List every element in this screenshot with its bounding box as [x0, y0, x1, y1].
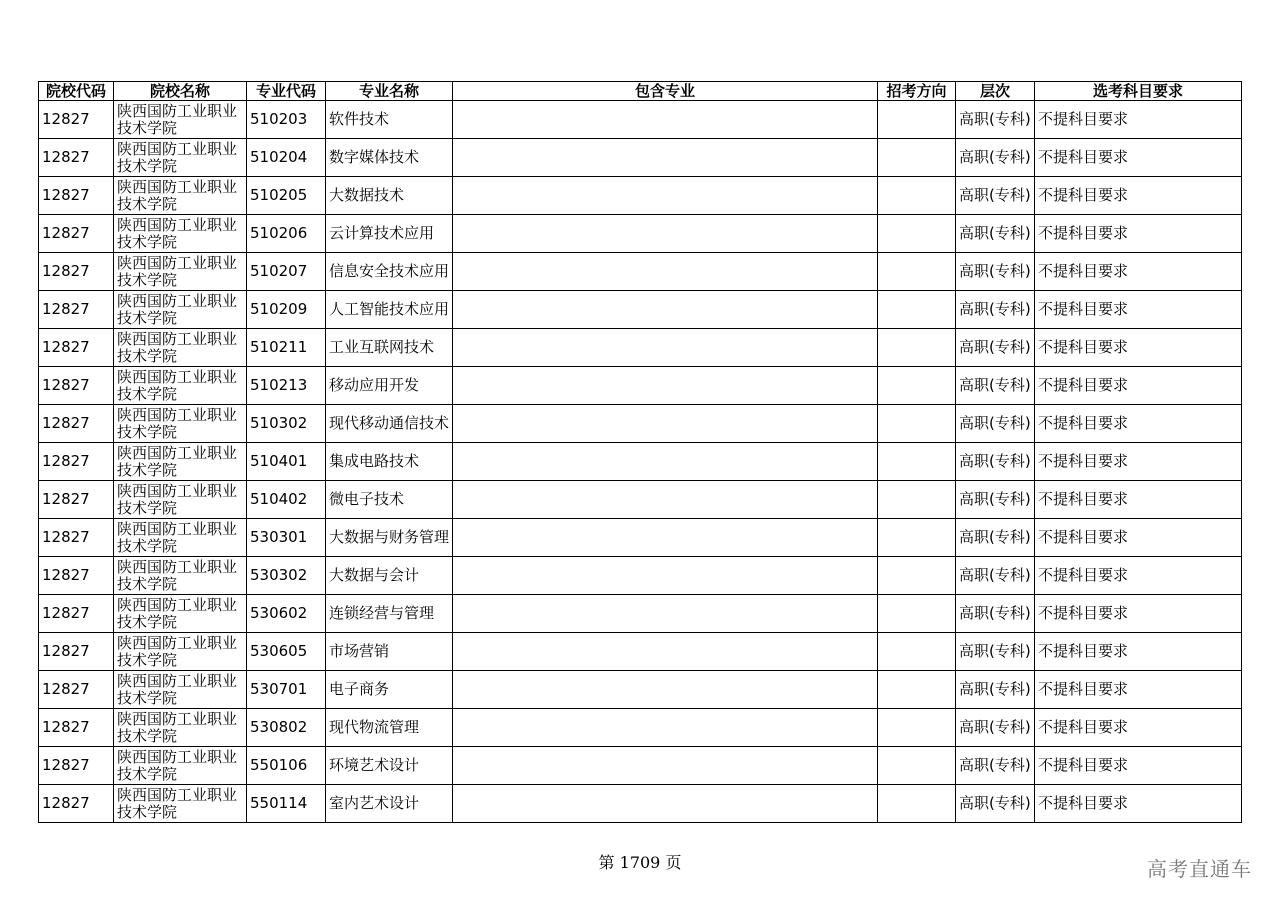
cell-included-majors	[453, 709, 878, 747]
cell-major-name: 连锁经营与管理	[326, 595, 453, 633]
cell-school-name: 陕西国防工业职业技术学院	[114, 367, 247, 405]
table-row	[39, 329, 1242, 367]
cell-major-name: 大数据与会计	[326, 557, 453, 595]
cell-level: 高职(专科)	[956, 291, 1035, 329]
cell-subject-requirement: 不提科目要求	[1035, 595, 1242, 633]
cell-level: 高职(专科)	[956, 785, 1035, 823]
cell-school-code: 12827	[39, 139, 114, 177]
table-row	[39, 367, 1242, 405]
cell-direction	[878, 595, 956, 633]
cell-major-name: 大数据与财务管理	[326, 519, 453, 557]
cell-direction	[878, 519, 956, 557]
cell-level: 高职(专科)	[956, 177, 1035, 215]
table-body	[39, 101, 1242, 823]
cell-school-code: 12827	[39, 519, 114, 557]
cell-subject-requirement: 不提科目要求	[1035, 785, 1242, 823]
cell-major-name: 大数据技术	[326, 177, 453, 215]
cell-major-code: 510207	[247, 253, 326, 291]
cell-school-name: 陕西国防工业职业技术学院	[114, 633, 247, 671]
cell-level: 高职(专科)	[956, 481, 1035, 519]
cell-school-name: 陕西国防工业职业技术学院	[114, 519, 247, 557]
cell-school-code: 12827	[39, 329, 114, 367]
cell-school-name: 陕西国防工业职业技术学院	[114, 101, 247, 139]
cell-subject-requirement: 不提科目要求	[1035, 253, 1242, 291]
cell-school-name: 陕西国防工业职业技术学院	[114, 709, 247, 747]
cell-included-majors	[453, 291, 878, 329]
cell-subject-requirement: 不提科目要求	[1035, 709, 1242, 747]
cell-direction	[878, 139, 956, 177]
cell-direction	[878, 367, 956, 405]
cell-major-code: 530302	[247, 557, 326, 595]
header-major-code: 专业代码	[247, 82, 326, 101]
cell-direction	[878, 405, 956, 443]
cell-included-majors	[453, 329, 878, 367]
cell-included-majors	[453, 671, 878, 709]
cell-school-name: 陕西国防工业职业技术学院	[114, 291, 247, 329]
cell-school-code: 12827	[39, 671, 114, 709]
cell-included-majors	[453, 633, 878, 671]
header-major-name: 专业名称	[326, 82, 453, 101]
cell-subject-requirement: 不提科目要求	[1035, 481, 1242, 519]
cell-major-code: 550106	[247, 747, 326, 785]
cell-major-name: 信息安全技术应用	[326, 253, 453, 291]
cell-level: 高职(专科)	[956, 595, 1035, 633]
cell-major-name: 集成电路技术	[326, 443, 453, 481]
cell-level: 高职(专科)	[956, 215, 1035, 253]
cell-major-code: 510206	[247, 215, 326, 253]
header-row	[39, 82, 1242, 101]
cell-included-majors	[453, 367, 878, 405]
cell-major-code: 530602	[247, 595, 326, 633]
cell-subject-requirement: 不提科目要求	[1035, 557, 1242, 595]
cell-major-name: 电子商务	[326, 671, 453, 709]
cell-school-code: 12827	[39, 481, 114, 519]
cell-school-code: 12827	[39, 405, 114, 443]
header-school-name: 院校名称	[114, 82, 247, 101]
cell-level: 高职(专科)	[956, 139, 1035, 177]
watermark: 高考直通车	[1147, 857, 1252, 881]
cell-school-name: 陕西国防工业职业技术学院	[114, 671, 247, 709]
cell-included-majors	[453, 405, 878, 443]
cell-direction	[878, 253, 956, 291]
cell-school-code: 12827	[39, 557, 114, 595]
cell-level: 高职(专科)	[956, 557, 1035, 595]
cell-included-majors	[453, 101, 878, 139]
cell-subject-requirement: 不提科目要求	[1035, 329, 1242, 367]
cell-level: 高职(专科)	[956, 709, 1035, 747]
cell-level: 高职(专科)	[956, 671, 1035, 709]
cell-level: 高职(专科)	[956, 367, 1035, 405]
cell-school-code: 12827	[39, 177, 114, 215]
cell-major-code: 530701	[247, 671, 326, 709]
cell-major-name: 微电子技术	[326, 481, 453, 519]
cell-included-majors	[453, 443, 878, 481]
cell-school-code: 12827	[39, 253, 114, 291]
cell-school-code: 12827	[39, 367, 114, 405]
cell-subject-requirement: 不提科目要求	[1035, 747, 1242, 785]
table-row	[39, 215, 1242, 253]
cell-included-majors	[453, 557, 878, 595]
table-row	[39, 557, 1242, 595]
cell-major-name: 市场营销	[326, 633, 453, 671]
table-row	[39, 253, 1242, 291]
cell-direction	[878, 291, 956, 329]
cell-level: 高职(专科)	[956, 443, 1035, 481]
cell-subject-requirement: 不提科目要求	[1035, 405, 1242, 443]
cell-subject-requirement: 不提科目要求	[1035, 519, 1242, 557]
cell-school-name: 陕西国防工业职业技术学院	[114, 481, 247, 519]
cell-subject-requirement: 不提科目要求	[1035, 671, 1242, 709]
table-row	[39, 101, 1242, 139]
cell-direction	[878, 557, 956, 595]
cell-major-code: 510204	[247, 139, 326, 177]
cell-school-code: 12827	[39, 785, 114, 823]
cell-major-code: 530301	[247, 519, 326, 557]
table-row	[39, 519, 1242, 557]
cell-major-name: 移动应用开发	[326, 367, 453, 405]
cell-school-name: 陕西国防工业职业技术学院	[114, 785, 247, 823]
page-number: 第 1709 页	[598, 853, 682, 872]
table-row	[39, 633, 1242, 671]
table-row	[39, 709, 1242, 747]
cell-major-name: 数字媒体技术	[326, 139, 453, 177]
cell-direction	[878, 633, 956, 671]
table-row	[39, 405, 1242, 443]
cell-school-name: 陕西国防工业职业技术学院	[114, 253, 247, 291]
cell-school-name: 陕西国防工业职业技术学院	[114, 405, 247, 443]
cell-subject-requirement: 不提科目要求	[1035, 633, 1242, 671]
cell-major-name: 现代物流管理	[326, 709, 453, 747]
cell-direction	[878, 671, 956, 709]
cell-school-code: 12827	[39, 633, 114, 671]
table-row	[39, 671, 1242, 709]
cell-school-name: 陕西国防工业职业技术学院	[114, 747, 247, 785]
cell-included-majors	[453, 519, 878, 557]
table-row	[39, 443, 1242, 481]
cell-level: 高职(专科)	[956, 747, 1035, 785]
cell-included-majors	[453, 481, 878, 519]
cell-school-name: 陕西国防工业职业技术学院	[114, 329, 247, 367]
cell-school-code: 12827	[39, 709, 114, 747]
cell-subject-requirement: 不提科目要求	[1035, 367, 1242, 405]
header-direction: 招考方向	[878, 82, 956, 101]
cell-direction	[878, 101, 956, 139]
cell-subject-requirement: 不提科目要求	[1035, 291, 1242, 329]
header-school-code: 院校代码	[39, 82, 114, 101]
cell-major-name: 室内艺术设计	[326, 785, 453, 823]
table-row	[39, 595, 1242, 633]
cell-major-code: 510402	[247, 481, 326, 519]
cell-major-code: 510203	[247, 101, 326, 139]
cell-direction	[878, 443, 956, 481]
cell-direction	[878, 481, 956, 519]
cell-major-code: 530802	[247, 709, 326, 747]
cell-subject-requirement: 不提科目要求	[1035, 101, 1242, 139]
cell-included-majors	[453, 177, 878, 215]
cell-direction	[878, 215, 956, 253]
cell-major-code: 510401	[247, 443, 326, 481]
table-row	[39, 747, 1242, 785]
cell-school-code: 12827	[39, 443, 114, 481]
table-row	[39, 481, 1242, 519]
cell-major-name: 人工智能技术应用	[326, 291, 453, 329]
header-level: 层次	[956, 82, 1035, 101]
cell-direction	[878, 785, 956, 823]
cell-direction	[878, 177, 956, 215]
cell-major-code: 510213	[247, 367, 326, 405]
table-row	[39, 139, 1242, 177]
cell-level: 高职(专科)	[956, 633, 1035, 671]
table-row	[39, 177, 1242, 215]
cell-major-name: 云计算技术应用	[326, 215, 453, 253]
cell-direction	[878, 709, 956, 747]
cell-included-majors	[453, 215, 878, 253]
cell-major-name: 工业互联网技术	[326, 329, 453, 367]
cell-included-majors	[453, 785, 878, 823]
cell-school-name: 陕西国防工业职业技术学院	[114, 595, 247, 633]
table-row	[39, 785, 1242, 823]
cell-level: 高职(专科)	[956, 329, 1035, 367]
cell-school-code: 12827	[39, 101, 114, 139]
cell-major-name: 软件技术	[326, 101, 453, 139]
cell-level: 高职(专科)	[956, 519, 1035, 557]
cell-school-code: 12827	[39, 291, 114, 329]
cell-school-code: 12827	[39, 215, 114, 253]
header-included-majors: 包含专业	[453, 82, 878, 101]
cell-level: 高职(专科)	[956, 253, 1035, 291]
cell-subject-requirement: 不提科目要求	[1035, 177, 1242, 215]
cell-major-code: 510302	[247, 405, 326, 443]
cell-school-code: 12827	[39, 747, 114, 785]
cell-direction	[878, 747, 956, 785]
cell-subject-requirement: 不提科目要求	[1035, 139, 1242, 177]
cell-major-name: 环境艺术设计	[326, 747, 453, 785]
cell-school-name: 陕西国防工业职业技术学院	[114, 177, 247, 215]
cell-major-name: 现代移动通信技术	[326, 405, 453, 443]
cell-included-majors	[453, 139, 878, 177]
cell-included-majors	[453, 253, 878, 291]
cell-school-code: 12827	[39, 595, 114, 633]
cell-direction	[878, 329, 956, 367]
cell-major-code: 510209	[247, 291, 326, 329]
cell-major-code: 530605	[247, 633, 326, 671]
cell-level: 高职(专科)	[956, 405, 1035, 443]
cell-major-code: 510211	[247, 329, 326, 367]
cell-included-majors	[453, 595, 878, 633]
cell-major-code: 550114	[247, 785, 326, 823]
table-row	[39, 291, 1242, 329]
cell-school-name: 陕西国防工业职业技术学院	[114, 139, 247, 177]
header-subject-requirement: 选考科目要求	[1035, 82, 1242, 101]
cell-school-name: 陕西国防工业职业技术学院	[114, 557, 247, 595]
admission-table	[38, 81, 1242, 823]
cell-level: 高职(专科)	[956, 101, 1035, 139]
cell-subject-requirement: 不提科目要求	[1035, 215, 1242, 253]
cell-school-name: 陕西国防工业职业技术学院	[114, 443, 247, 481]
cell-major-code: 510205	[247, 177, 326, 215]
cell-subject-requirement: 不提科目要求	[1035, 443, 1242, 481]
cell-school-name: 陕西国防工业职业技术学院	[114, 215, 247, 253]
cell-included-majors	[453, 747, 878, 785]
